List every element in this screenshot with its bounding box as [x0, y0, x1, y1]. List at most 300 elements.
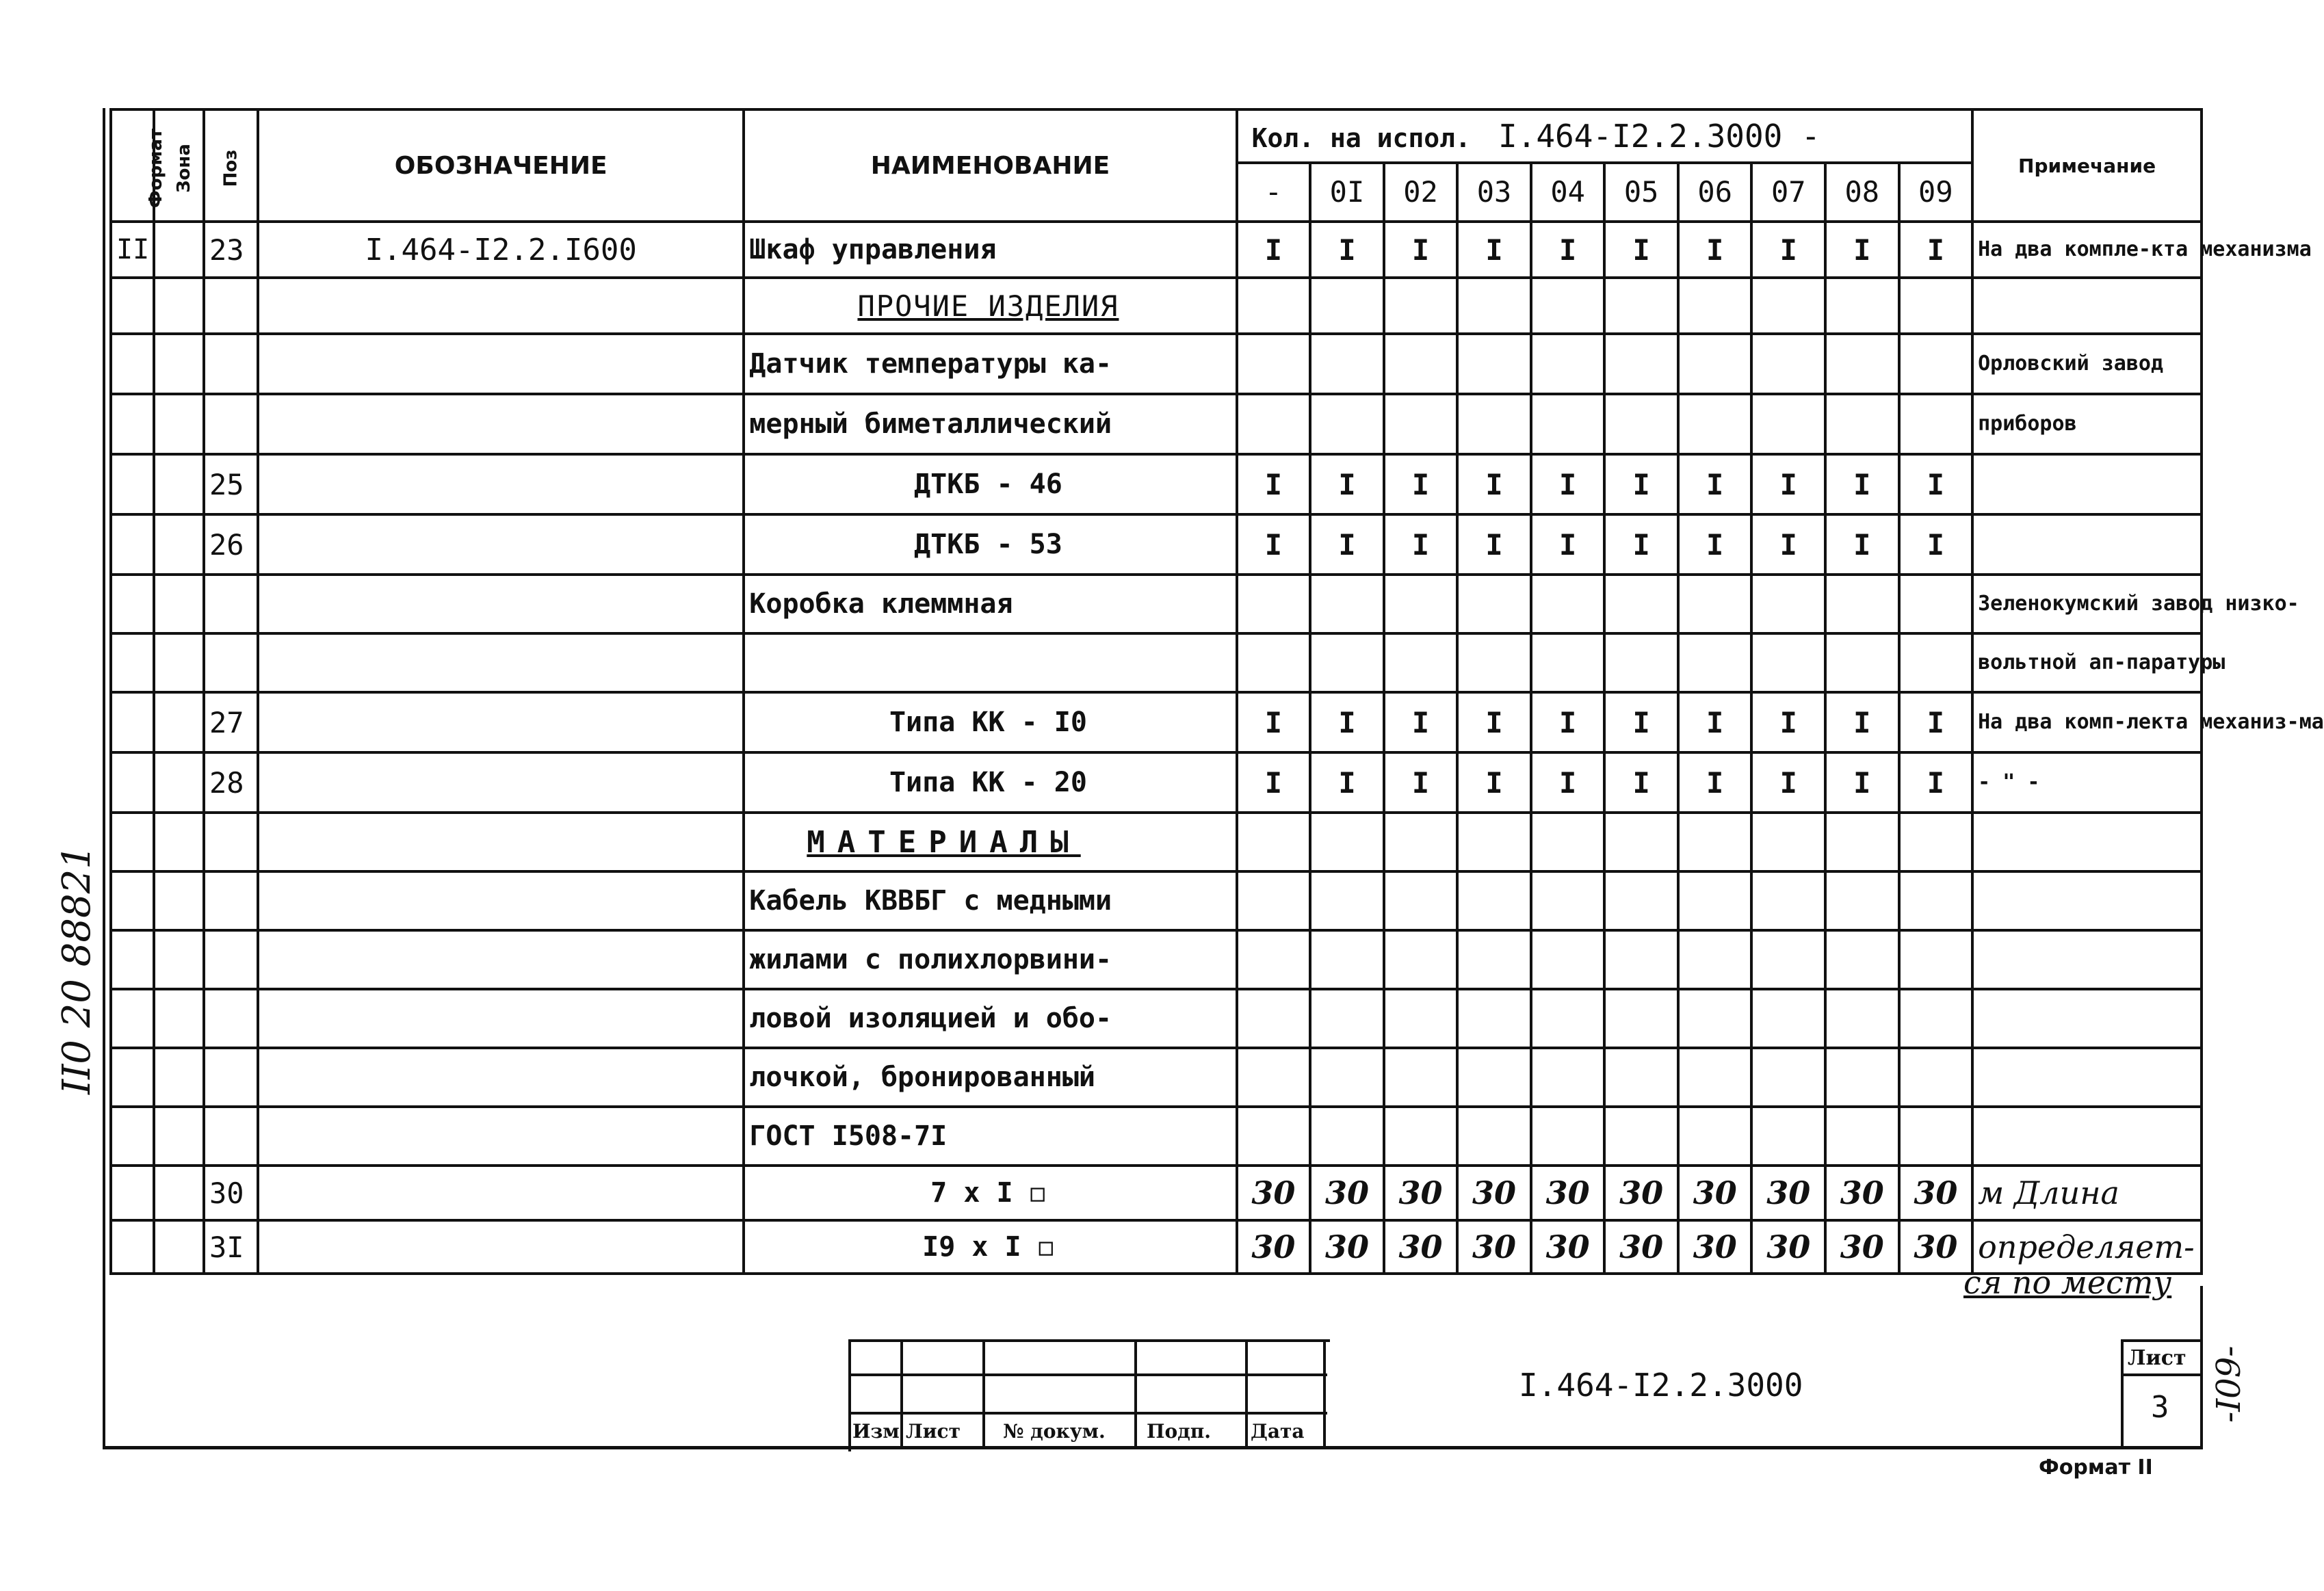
- cell-designation: [258, 1166, 744, 1220]
- table-row: [111, 633, 2202, 692]
- cell-note: Орловский завод: [1972, 334, 2202, 394]
- table-row: [111, 514, 2202, 575]
- cell-position: [204, 1048, 258, 1107]
- variant-header: 04: [1531, 163, 1605, 222]
- cell-zone: [154, 813, 204, 871]
- cell-quantity: 30: [1457, 1166, 1531, 1220]
- document-code: I.464-I2.2.3000: [1519, 1367, 1803, 1404]
- cell-quantity: [1678, 278, 1752, 334]
- header-format: Формат: [111, 109, 154, 222]
- cell-quantity: [1825, 989, 1899, 1048]
- cell-quantity: I: [1384, 514, 1458, 575]
- table-row: [111, 989, 2202, 1048]
- cell-note: вольтной ап-паратуры: [1972, 633, 2202, 692]
- cell-quantity: I: [1678, 222, 1752, 278]
- stamp-line: [900, 1339, 903, 1449]
- cell-format: [111, 692, 154, 752]
- cell-name: ПРОЧИЕ ИЗДЕЛИЯ: [744, 278, 1236, 334]
- cell-quantity: I: [1899, 692, 1973, 752]
- cell-quantity: [1531, 278, 1605, 334]
- cell-quantity: I: [1237, 222, 1311, 278]
- cell-quantity: I: [1604, 222, 1678, 278]
- cell-quantity: I: [1899, 454, 1973, 514]
- cell-designation: [258, 692, 744, 752]
- cell-name: МАТЕРИАЛЫ: [744, 813, 1236, 871]
- frame-right-border: [2200, 1286, 2203, 1449]
- cell-quantity: 30: [1899, 1166, 1973, 1220]
- cell-position: 27: [204, 692, 258, 752]
- cell-zone: [154, 1166, 204, 1220]
- cell-quantity: I: [1678, 692, 1752, 752]
- cell-quantity: [1310, 871, 1384, 930]
- note-continuation: ся по месту: [1963, 1264, 2172, 1301]
- cell-format: II: [111, 222, 154, 278]
- cell-zone: [154, 1107, 204, 1166]
- cell-name: Кабель КВВБГ с медными: [744, 871, 1236, 930]
- cell-quantity: I: [1457, 454, 1531, 514]
- cell-note: На два комп-лекта механиз-ма: [1972, 692, 2202, 752]
- cell-quantity: I: [1384, 454, 1458, 514]
- cell-position: [204, 633, 258, 692]
- cell-position: 3I: [204, 1220, 258, 1274]
- cell-quantity: [1899, 1048, 1973, 1107]
- cell-quantity: [1751, 1107, 1825, 1166]
- cell-quantity: [1899, 334, 1973, 394]
- cell-format: [111, 1107, 154, 1166]
- cell-position: [204, 334, 258, 394]
- cell-quantity: [1237, 334, 1311, 394]
- cell-zone: [154, 575, 204, 633]
- cell-zone: [154, 454, 204, 514]
- cell-quantity: [1751, 1048, 1825, 1107]
- cell-quantity: [1751, 334, 1825, 394]
- cell-position: [204, 813, 258, 871]
- specification-table: [109, 108, 2324, 1275]
- cell-quantity: [1825, 278, 1899, 334]
- cell-note: [1972, 278, 2202, 334]
- cell-quantity: [1384, 871, 1458, 930]
- cell-quantity: [1310, 633, 1384, 692]
- cell-quantity: 30: [1751, 1220, 1825, 1274]
- table-row: [111, 454, 2202, 514]
- cell-quantity: I: [1531, 454, 1605, 514]
- cell-quantity: I: [1899, 514, 1973, 575]
- cell-position: 30: [204, 1166, 258, 1220]
- cell-quantity: [1604, 871, 1678, 930]
- cell-quantity: I: [1825, 222, 1899, 278]
- cell-quantity: [1604, 575, 1678, 633]
- cell-note: [1972, 813, 2202, 871]
- variant-header: 05: [1604, 163, 1678, 222]
- cell-quantity: 30: [1531, 1166, 1605, 1220]
- cell-position: [204, 278, 258, 334]
- cell-quantity: [1384, 813, 1458, 871]
- cell-quantity: [1531, 334, 1605, 394]
- cell-quantity: [1237, 989, 1311, 1048]
- cell-format: [111, 514, 154, 575]
- cell-quantity: [1531, 930, 1605, 989]
- cell-quantity: I: [1825, 454, 1899, 514]
- cell-quantity: [1751, 394, 1825, 454]
- sheet-box: [2121, 1339, 2200, 1449]
- header-qty-code: I.464-I2.2.3000 -: [1498, 117, 1820, 155]
- table-row: [111, 1107, 2202, 1166]
- cell-quantity: [1531, 1107, 1605, 1166]
- cell-quantity: [1899, 871, 1973, 930]
- cell-quantity: I: [1825, 692, 1899, 752]
- cell-note: [1972, 1107, 2202, 1166]
- cell-quantity: [1899, 394, 1973, 454]
- cell-quantity: [1531, 633, 1605, 692]
- cell-name: Коробка клеммная: [744, 575, 1236, 633]
- stamp-label-izm: Изм: [852, 1420, 900, 1443]
- cell-quantity: [1457, 1048, 1531, 1107]
- cell-quantity: I: [1237, 752, 1311, 813]
- cell-quantity: 30: [1751, 1166, 1825, 1220]
- cell-quantity: [1899, 278, 1973, 334]
- cell-position: 26: [204, 514, 258, 575]
- cell-zone: [154, 1220, 204, 1274]
- frame-left-border: [103, 108, 105, 1449]
- cell-quantity: [1899, 813, 1973, 871]
- cell-quantity: [1310, 394, 1384, 454]
- cell-note: [1972, 514, 2202, 575]
- cell-quantity: [1310, 989, 1384, 1048]
- cell-position: [204, 575, 258, 633]
- stamp-label-doc: № докум.: [1003, 1420, 1106, 1443]
- cell-quantity: [1310, 278, 1384, 334]
- cell-quantity: I: [1310, 752, 1384, 813]
- header-pos: Поз: [204, 109, 258, 222]
- cell-quantity: [1604, 813, 1678, 871]
- cell-quantity: [1751, 813, 1825, 871]
- cell-format: [111, 989, 154, 1048]
- cell-quantity: 30: [1310, 1166, 1384, 1220]
- cell-designation: [258, 989, 744, 1048]
- cell-note: [1972, 871, 2202, 930]
- cell-quantity: I: [1457, 752, 1531, 813]
- cell-name: мерный биметаллический: [744, 394, 1236, 454]
- cell-quantity: [1457, 278, 1531, 334]
- stamp-line: [982, 1339, 985, 1449]
- cell-quantity: I: [1310, 514, 1384, 575]
- cell-quantity: [1604, 394, 1678, 454]
- cell-quantity: I: [1531, 222, 1605, 278]
- cell-quantity: [1678, 930, 1752, 989]
- cell-quantity: [1825, 394, 1899, 454]
- cell-designation: [258, 871, 744, 930]
- cell-quantity: I: [1384, 692, 1458, 752]
- cell-format: [111, 1166, 154, 1220]
- variant-header: 09: [1899, 163, 1973, 222]
- cell-quantity: [1384, 989, 1458, 1048]
- cell-quantity: [1310, 1048, 1384, 1107]
- cell-name: Шкаф управления: [744, 222, 1236, 278]
- cell-quantity: I: [1751, 454, 1825, 514]
- cell-designation: [258, 334, 744, 394]
- cell-quantity: [1604, 989, 1678, 1048]
- cell-quantity: I: [1237, 454, 1311, 514]
- cell-quantity: [1310, 575, 1384, 633]
- cell-designation: [258, 813, 744, 871]
- cell-note: [1972, 930, 2202, 989]
- cell-format: [111, 394, 154, 454]
- header-qty-label: Кол. на испол.: [1251, 122, 1471, 153]
- variant-header: 0I: [1310, 163, 1384, 222]
- cell-quantity: [1384, 278, 1458, 334]
- cell-designation: [258, 454, 744, 514]
- table-row: [111, 222, 2202, 278]
- cell-name: I9 x I ◻: [744, 1220, 1236, 1274]
- cell-name: Типа КК - I0: [744, 692, 1236, 752]
- header-name: НАИМЕНОВАНИЕ: [744, 109, 1236, 222]
- cell-position: [204, 930, 258, 989]
- cell-name: лочкой, бронированный: [744, 1048, 1236, 1107]
- cell-quantity: I: [1531, 514, 1605, 575]
- cell-quantity: I: [1899, 222, 1973, 278]
- cell-quantity: [1531, 575, 1605, 633]
- cell-quantity: 30: [1825, 1220, 1899, 1274]
- cell-quantity: I: [1678, 454, 1752, 514]
- cell-name: жилами с полихлорвини-: [744, 930, 1236, 989]
- cell-quantity: [1384, 930, 1458, 989]
- cell-name: [744, 633, 1236, 692]
- variant-header: 06: [1678, 163, 1752, 222]
- cell-zone: [154, 222, 204, 278]
- cell-quantity: [1678, 394, 1752, 454]
- header-designation: ОБОЗНАЧЕНИЕ: [258, 109, 744, 222]
- cell-quantity: 30: [1531, 1220, 1605, 1274]
- cell-zone: [154, 633, 204, 692]
- cell-quantity: [1825, 334, 1899, 394]
- sheet-label: Лист: [2128, 1346, 2186, 1370]
- cell-quantity: [1751, 930, 1825, 989]
- cell-position: 23: [204, 222, 258, 278]
- cell-quantity: I: [1825, 514, 1899, 575]
- cell-quantity: [1678, 575, 1752, 633]
- cell-zone: [154, 989, 204, 1048]
- header-qty: [1237, 109, 1972, 163]
- cell-quantity: [1237, 930, 1311, 989]
- cell-quantity: I: [1457, 222, 1531, 278]
- cell-quantity: [1678, 334, 1752, 394]
- cell-quantity: [1899, 989, 1973, 1048]
- cell-quantity: [1678, 633, 1752, 692]
- cell-name: ДТКБ - 46: [744, 454, 1236, 514]
- cell-quantity: I: [1531, 692, 1605, 752]
- cell-quantity: I: [1899, 752, 1973, 813]
- header-zone: Зона: [154, 109, 204, 222]
- cell-quantity: [1457, 989, 1531, 1048]
- cell-quantity: [1825, 813, 1899, 871]
- table-row: [111, 575, 2202, 633]
- format-footer: Формат II: [2039, 1456, 2153, 1480]
- cell-zone: [154, 930, 204, 989]
- cell-format: [111, 752, 154, 813]
- cell-quantity: [1457, 1107, 1531, 1166]
- cell-format: [111, 871, 154, 930]
- cell-format: [111, 334, 154, 394]
- title-block: [848, 1339, 2200, 1449]
- cell-quantity: [1310, 334, 1384, 394]
- stamp-line: [848, 1412, 1327, 1415]
- cell-name: ГОСТ I508-7I: [744, 1107, 1236, 1166]
- stamp-label-list: Лист: [906, 1420, 961, 1443]
- cell-quantity: [1825, 575, 1899, 633]
- cell-designation: I.464-I2.2.I600: [258, 222, 744, 278]
- cell-designation: [258, 514, 744, 575]
- stamp-line: [848, 1373, 1327, 1376]
- cell-quantity: [1825, 871, 1899, 930]
- cell-quantity: I: [1310, 222, 1384, 278]
- cell-note: [1972, 454, 2202, 514]
- cell-format: [111, 1220, 154, 1274]
- cell-quantity: [1751, 633, 1825, 692]
- cell-zone: [154, 871, 204, 930]
- table-row: [111, 692, 2202, 752]
- cell-quantity: [1457, 813, 1531, 871]
- cell-zone: [154, 394, 204, 454]
- cell-quantity: 30: [1237, 1166, 1311, 1220]
- cell-quantity: 30: [1310, 1220, 1384, 1274]
- cell-quantity: I: [1678, 752, 1752, 813]
- cell-quantity: [1825, 633, 1899, 692]
- cell-quantity: I: [1384, 222, 1458, 278]
- cell-position: [204, 989, 258, 1048]
- cell-zone: [154, 752, 204, 813]
- cell-quantity: [1899, 575, 1973, 633]
- cell-quantity: 30: [1604, 1166, 1678, 1220]
- cell-note: определяет-: [1972, 1220, 2202, 1274]
- cell-quantity: [1751, 871, 1825, 930]
- cell-quantity: [1457, 394, 1531, 454]
- table-row: [111, 394, 2202, 454]
- table-row: [111, 752, 2202, 813]
- cell-quantity: [1457, 334, 1531, 394]
- cell-quantity: I: [1237, 692, 1311, 752]
- cell-quantity: [1604, 633, 1678, 692]
- cell-format: [111, 454, 154, 514]
- table-row: [111, 930, 2202, 989]
- cell-quantity: [1384, 1107, 1458, 1166]
- header-note: Примечание: [1972, 109, 2202, 222]
- cell-note: [1972, 989, 2202, 1048]
- cell-quantity: [1457, 871, 1531, 930]
- cell-quantity: [1678, 813, 1752, 871]
- table-row: [111, 1166, 2202, 1220]
- variant-header: 08: [1825, 163, 1899, 222]
- cell-quantity: 30: [1678, 1220, 1752, 1274]
- cell-quantity: I: [1751, 692, 1825, 752]
- cell-quantity: I: [1751, 752, 1825, 813]
- table-row: [111, 1220, 2202, 1274]
- cell-quantity: I: [1237, 514, 1311, 575]
- cell-designation: [258, 752, 744, 813]
- cell-quantity: I: [1678, 514, 1752, 575]
- cell-quantity: [1384, 334, 1458, 394]
- cell-quantity: 30: [1384, 1220, 1458, 1274]
- cell-quantity: [1604, 1107, 1678, 1166]
- cell-format: [111, 813, 154, 871]
- cell-quantity: [1604, 278, 1678, 334]
- cell-quantity: 30: [1678, 1166, 1752, 1220]
- cell-quantity: I: [1604, 454, 1678, 514]
- cell-format: [111, 278, 154, 334]
- cell-quantity: 30: [1825, 1166, 1899, 1220]
- cell-zone: [154, 334, 204, 394]
- stamp-label-date: Дата: [1251, 1420, 1305, 1443]
- cell-quantity: [1531, 394, 1605, 454]
- cell-quantity: [1457, 930, 1531, 989]
- cell-quantity: [1457, 633, 1531, 692]
- cell-position: [204, 1107, 258, 1166]
- cell-zone: [154, 514, 204, 575]
- cell-position: 25: [204, 454, 258, 514]
- cell-quantity: [1678, 871, 1752, 930]
- cell-quantity: [1678, 1048, 1752, 1107]
- cell-name: ДТКБ - 53: [744, 514, 1236, 575]
- cell-quantity: [1899, 1107, 1973, 1166]
- cell-quantity: I: [1384, 752, 1458, 813]
- stamp-line: [1323, 1339, 1326, 1449]
- cell-quantity: I: [1531, 752, 1605, 813]
- cell-quantity: I: [1457, 692, 1531, 752]
- cell-position: [204, 871, 258, 930]
- table-row: [111, 334, 2202, 394]
- cell-quantity: [1237, 633, 1311, 692]
- cell-format: [111, 575, 154, 633]
- sheet-number: 3: [2151, 1390, 2169, 1425]
- side-stamp-left: II0 20 88821: [55, 845, 99, 1094]
- side-page-number: -I09-: [2210, 1345, 2248, 1423]
- cell-zone: [154, 1048, 204, 1107]
- cell-quantity: [1237, 1048, 1311, 1107]
- cell-quantity: [1604, 334, 1678, 394]
- cell-quantity: I: [1604, 752, 1678, 813]
- cell-designation: [258, 1048, 744, 1107]
- cell-quantity: [1237, 394, 1311, 454]
- cell-format: [111, 633, 154, 692]
- cell-quantity: [1531, 871, 1605, 930]
- table-row: [111, 813, 2202, 871]
- cell-quantity: [1604, 930, 1678, 989]
- cell-quantity: [1237, 871, 1311, 930]
- cell-quantity: [1751, 575, 1825, 633]
- table-row: [111, 871, 2202, 930]
- cell-quantity: [1751, 989, 1825, 1048]
- cell-quantity: [1531, 989, 1605, 1048]
- cell-quantity: [1384, 575, 1458, 633]
- cell-designation: [258, 930, 744, 989]
- table-row: [111, 1048, 2202, 1107]
- cell-note: приборов: [1972, 394, 2202, 454]
- cell-quantity: [1310, 930, 1384, 989]
- cell-designation: [258, 1107, 744, 1166]
- cell-name: Датчик температуры ка-: [744, 334, 1236, 394]
- variant-header: 02: [1384, 163, 1458, 222]
- cell-quantity: [1310, 813, 1384, 871]
- cell-name: ловой изоляцией и обо-: [744, 989, 1236, 1048]
- cell-quantity: [1825, 1048, 1899, 1107]
- cell-designation: [258, 394, 744, 454]
- cell-quantity: I: [1310, 454, 1384, 514]
- variant-header: 03: [1457, 163, 1531, 222]
- cell-quantity: I: [1751, 222, 1825, 278]
- cell-quantity: [1899, 633, 1973, 692]
- cell-quantity: [1384, 1048, 1458, 1107]
- cell-designation: [258, 633, 744, 692]
- cell-quantity: [1751, 278, 1825, 334]
